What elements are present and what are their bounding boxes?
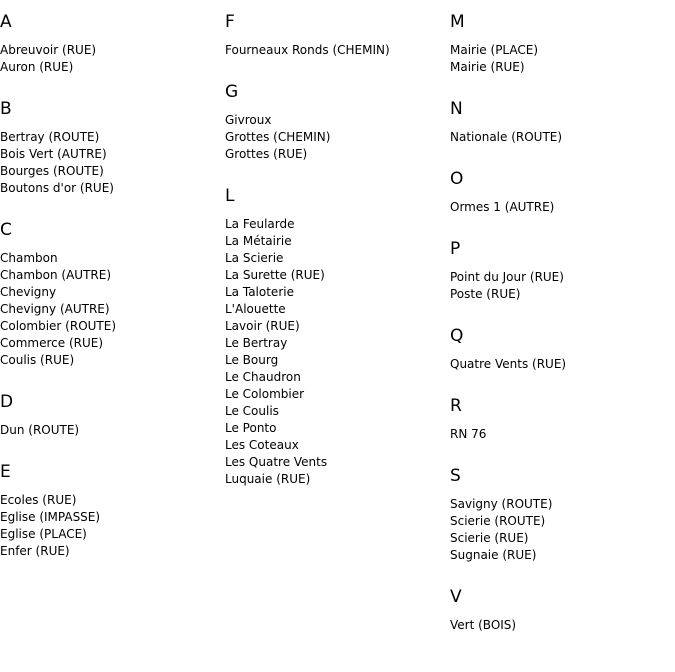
letter-group-f	[225, 0, 390, 59]
street-list	[225, 42, 390, 59]
street-name: Scierie (ROUTE)	[450, 514, 546, 528]
letter-group-m	[450, 0, 566, 76]
street-list	[450, 426, 566, 443]
letter-heading: F	[225, 12, 235, 32]
street-name: Le Chaudron	[225, 370, 301, 384]
street-name: Le Coulis	[225, 404, 279, 418]
letter-group-q	[450, 314, 566, 373]
street-name: Les Quatre Vents	[225, 455, 328, 469]
street-name: Abreuvoir (RUE)	[0, 43, 97, 57]
column-1	[0, 0, 116, 571]
letter-heading: E	[0, 462, 11, 482]
street-name: Boutons d'or (RUE)	[0, 181, 114, 195]
letter-heading: G	[225, 82, 239, 102]
street-list	[0, 422, 116, 439]
street-name: La Feularde	[225, 217, 295, 231]
street-name: Point du Jour (RUE)	[450, 270, 564, 284]
street-name: Bourges (ROUTE)	[0, 164, 104, 178]
letter-heading: D	[0, 392, 14, 412]
street-name: La Taloterie	[225, 285, 294, 299]
column-3	[450, 0, 566, 645]
street-list	[0, 129, 116, 197]
street-name: Grottes (CHEMIN)	[225, 130, 331, 144]
letter-heading: P	[450, 239, 461, 259]
street-name: Luquaie (RUE)	[225, 472, 311, 486]
letter-group-p	[450, 227, 566, 303]
street-list	[450, 269, 566, 303]
street-name: Eglise (PLACE)	[0, 527, 87, 541]
letter-heading: L	[225, 186, 235, 206]
street-name: Bois Vert (AUTRE)	[0, 147, 107, 161]
street-name: Colombier (ROUTE)	[0, 319, 117, 333]
letter-group-c	[0, 208, 116, 369]
street-list	[450, 356, 566, 373]
column-2	[225, 0, 390, 499]
street-name: Vert (BOIS)	[450, 618, 517, 632]
letter-heading: B	[0, 99, 12, 119]
street-list	[450, 42, 566, 76]
street-name: RN 76	[450, 427, 487, 441]
street-name: Nationale (ROUTE)	[450, 130, 563, 144]
street-name: Bertray (ROUTE)	[0, 130, 100, 144]
letter-heading: R	[450, 396, 462, 416]
street-name: Quatre Vents (RUE)	[450, 357, 567, 371]
street-name: Commerce (RUE)	[0, 336, 104, 350]
street-name: La Métairie	[225, 234, 292, 248]
street-list	[225, 112, 390, 163]
letter-group-b	[0, 87, 116, 197]
street-list	[0, 492, 116, 560]
street-name: Ormes 1 (AUTRE)	[450, 200, 555, 214]
letter-group-e	[0, 450, 116, 560]
street-list	[450, 496, 566, 564]
street-name: Le Bertray	[225, 336, 288, 350]
letter-heading: O	[450, 169, 464, 189]
street-name: Le Ponto	[225, 421, 277, 435]
street-name: Eglise (IMPASSE)	[0, 510, 101, 524]
letter-group-d	[0, 380, 116, 439]
street-name: Enfer (RUE)	[0, 544, 70, 558]
letter-heading: Q	[450, 326, 464, 346]
letter-group-v	[450, 575, 566, 634]
street-name: Ecoles (RUE)	[0, 493, 77, 507]
street-name: Coulis (RUE)	[0, 353, 75, 367]
street-list	[225, 216, 390, 488]
street-name: Savigny (ROUTE)	[450, 497, 553, 511]
letter-heading: N	[450, 99, 463, 119]
letter-group-l	[225, 174, 390, 488]
street-name: Grottes (RUE)	[225, 147, 308, 161]
letter-heading: C	[0, 220, 12, 240]
street-name: Mairie (PLACE)	[450, 43, 539, 57]
street-name: Sugnaie (RUE)	[450, 548, 537, 562]
street-name: Poste (RUE)	[450, 287, 521, 301]
street-name: Le Bourg	[225, 353, 279, 367]
letter-heading: M	[450, 12, 465, 32]
street-name: Chevigny	[0, 285, 57, 299]
street-name: Mairie (RUE)	[450, 60, 525, 74]
letter-group-g	[225, 70, 390, 163]
letter-heading: A	[0, 12, 12, 32]
street-name: La Scierie	[225, 251, 284, 265]
street-list	[450, 617, 566, 634]
letter-group-s	[450, 454, 566, 564]
street-name: Givroux	[225, 113, 272, 127]
street-name: L'Alouette	[225, 302, 286, 316]
street-name: Chevigny (AUTRE)	[0, 302, 110, 316]
letter-group-n	[450, 87, 566, 146]
street-name: Chambon (AUTRE)	[0, 268, 112, 282]
street-list	[0, 250, 116, 369]
street-name: Auron (RUE)	[0, 60, 74, 74]
street-list	[450, 129, 566, 146]
street-name: Fourneaux Ronds (CHEMIN)	[225, 43, 390, 57]
letter-heading: S	[450, 466, 461, 486]
street-name: Scierie (RUE)	[450, 531, 529, 545]
letter-group-r	[450, 384, 566, 443]
letter-heading: V	[450, 587, 462, 607]
letter-group-o	[450, 157, 566, 216]
street-name: Le Colombier	[225, 387, 305, 401]
street-list	[450, 199, 566, 216]
street-list	[0, 42, 116, 76]
street-name: Lavoir (RUE)	[225, 319, 300, 333]
street-name: Dun (ROUTE)	[0, 423, 80, 437]
letter-group-a	[0, 0, 116, 76]
street-name: Chambon	[0, 251, 58, 265]
street-name: Les Coteaux	[225, 438, 299, 452]
street-name: La Surette (RUE)	[225, 268, 325, 282]
